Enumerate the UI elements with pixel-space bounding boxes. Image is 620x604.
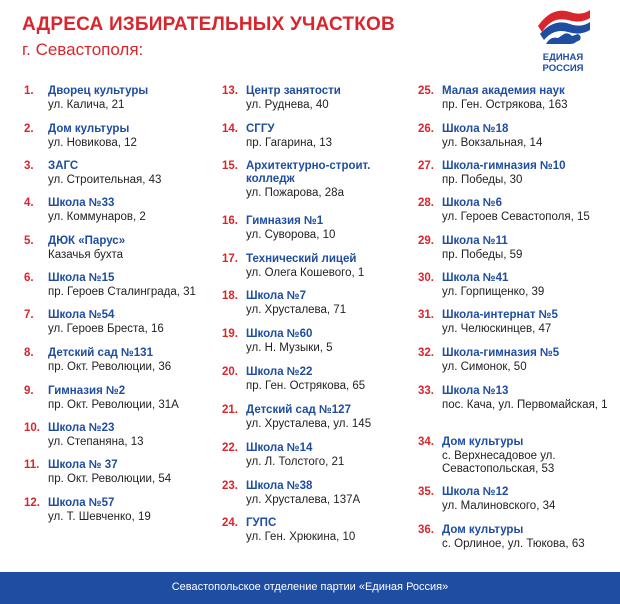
item-number: 9. [24,385,34,397]
logo-line2: РОССИЯ [542,63,584,74]
item-name: Школа №33 [48,197,115,209]
item-name: ЗАГС [48,160,79,172]
page-subtitle: г. Севастополя: [22,40,144,59]
item-address: ул. Калича, 21 [48,99,125,111]
item-address: пр. Ген. Острякова, 65 [246,380,366,392]
item-number: 12. [24,497,40,509]
item-name: Школа №11 [442,235,508,247]
item-name: Школа №13 [442,385,509,397]
item-number: 13. [222,85,238,97]
item-name: Центр занятости [246,85,341,97]
item-number: 19. [222,328,238,340]
item-address: ул. Хрусталева, 137А [246,494,361,506]
item-name: Школа №14 [246,442,313,454]
item-address: пр. Окт. Революции, 36 [48,361,172,373]
item-address: ул. Н. Музыки, 5 [246,342,333,354]
item-address: ул. Хрусталева, ул. 145 [246,418,372,430]
item-name: Дом культуры [442,436,524,448]
item-address: пр. Победы, 30 [442,174,523,186]
item-address: пр. Героев Сталинграда, 31 [48,286,196,298]
item-address: ул. Хрусталева, 71 [246,304,347,316]
item-number: 8. [24,347,34,359]
item-name: Дом культуры [442,524,524,536]
item-number: 25. [418,85,434,97]
item-number: 11. [24,459,40,471]
item-number: 24. [222,517,238,529]
item-address: ул. Пожарова, 28а [246,187,344,199]
item-number: 3. [24,160,34,172]
item-name: Школа №23 [48,422,115,434]
item-address: ул. Челюскинцев, 47 [442,323,552,335]
item-number: 31. [418,309,434,321]
item-name: Школа №60 [246,328,313,340]
item-number: 27. [418,160,434,172]
item-address: с. Верхнесадовое ул. Севастопольская, 53 [442,450,556,475]
item-number: 32. [418,347,434,359]
item-number: 30. [418,272,434,284]
item-address: ул. Л. Толстого, 21 [246,456,345,468]
item-number: 35. [418,486,434,498]
item-number: 10. [24,422,40,434]
item-name: Школа № 37 [48,459,118,471]
item-number: 2. [24,123,34,135]
item-address: ул. Героев Севастополя, 15 [442,211,590,223]
item-number: 23. [222,480,238,492]
item-name: Школа №6 [442,197,503,209]
item-number: 1. [24,85,34,97]
item-address: ул. Вокзальная, 14 [442,137,543,149]
item-address: ул. Малиновского, 34 [442,500,556,512]
item-address: ул. Олега Кошевого, 1 [246,267,365,279]
item-number: 33. [418,385,434,397]
item-number: 6. [24,272,34,284]
item-address: пр. Окт. Революции, 54 [48,473,172,485]
item-address: ул. Горпищенко, 39 [442,286,545,298]
item-name: Школа №41 [442,272,509,284]
item-address: ул. Суворова, 10 [246,229,336,241]
item-name: Технический лицей [246,253,357,265]
item-name: Школа №22 [246,366,313,378]
item-name: Школа №12 [442,486,509,498]
item-address: ул. Строительная, 43 [48,174,162,186]
item-number: 22. [222,442,238,454]
item-address: ул. Т. Шевченко, 19 [48,511,151,523]
item-address: пос. Кача, ул. Первомайская, 1 [442,399,608,411]
item-address: ул. Ген. Хрюкина, 10 [246,531,356,543]
item-name: Гимназия №1 [246,215,324,227]
item-name: Детский сад №131 [48,347,153,359]
item-number: 21. [222,404,238,416]
item-name: ДЮК «Парус» [48,235,126,247]
item-number: 15. [222,160,238,172]
item-number: 28. [418,197,434,209]
item-name: Дом культуры [48,123,130,135]
item-name: Школа №18 [442,123,509,135]
item-number: 5. [24,235,34,247]
item-number: 4. [24,197,34,209]
item-address: ул. Симонок, 50 [442,361,527,373]
footer-text: Севастопольское отделение партии «Единая Россия» [171,581,449,593]
item-name: Школа №54 [48,309,115,321]
item-number: 34. [418,436,434,448]
item-address: пр. Победы, 59 [442,249,523,261]
item-number: 36. [418,524,434,536]
item-name: Школа-гимназия №10 [442,160,566,172]
item-address: пр. Окт. Революции, 31А [48,399,179,411]
item-name: Школа №7 [246,290,307,302]
item-name: Школа №57 [48,497,115,509]
item-address: ул. Степаняна, 13 [48,436,144,448]
item-number: 17. [222,253,238,265]
item-number: 7. [24,309,34,321]
item-number: 20. [222,366,238,378]
item-address: с. Орлиное, ул. Тюкова, 63 [442,538,585,550]
item-name: ГУПС [246,517,277,529]
page-title: АДРЕСА ИЗБИРАТЕЛЬНЫХ УЧАСТКОВ [22,14,395,35]
item-address: ул. Коммунаров, 2 [48,211,146,223]
item-name: Школа №15 [48,272,115,284]
item-number: 14. [222,123,238,135]
item-number: 26. [418,123,434,135]
item-name: Школа №38 [246,480,313,492]
item-address: ул. Руднева, 40 [246,99,329,111]
item-number: 18. [222,290,238,302]
item-address: пр. Ген. Острякова, 163 [442,99,568,111]
item-name: СГГУ [246,123,275,135]
item-address: ул. Новикова, 12 [48,137,137,149]
logo-text [532,44,594,74]
item-address: пр. Гагарина, 13 [246,137,333,149]
item-name: Школа-гимназия №5 [442,347,560,359]
item-name: Гимназия №2 [48,385,126,397]
logo-line1: ЕДИНАЯ [542,52,584,63]
item-number: 16. [222,215,238,227]
item-name: Архитектурно-строит. колледж [246,160,371,185]
item-address: ул. Героев Бреста, 16 [48,323,164,335]
item-name: Школа-интернат №5 [442,309,558,321]
item-name: Детский сад №127 [246,404,351,416]
item-name: Малая академия наук [442,85,565,97]
item-address: Казачья бухта [48,249,124,261]
item-name: Дворец культуры [48,85,149,97]
item-number: 29. [418,235,434,247]
